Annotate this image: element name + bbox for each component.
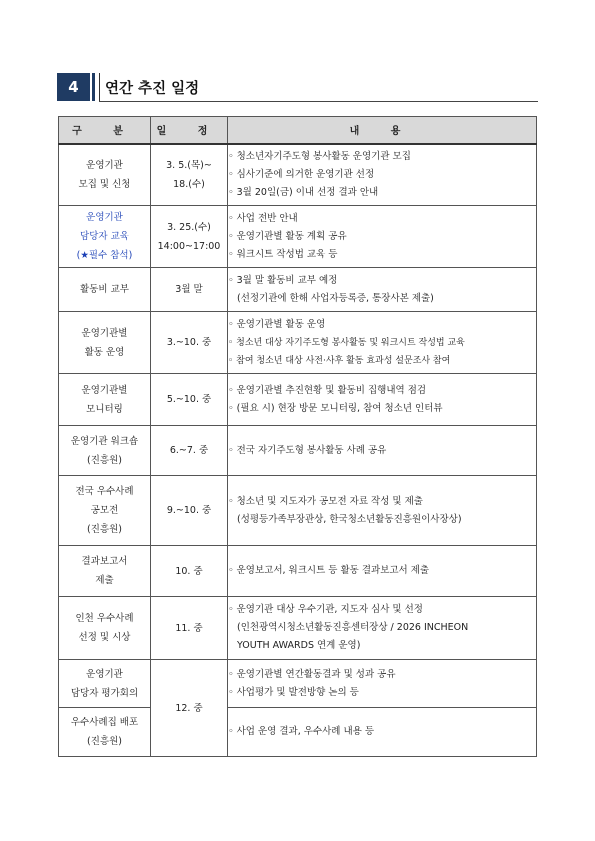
- date-line: 10. 중: [175, 565, 203, 577]
- category-line: 공모전: [90, 505, 119, 516]
- row-category: [59, 374, 151, 426]
- content-line: ◦ 청소년 및 지도자가 공모전 자료 작성 및 제출: [228, 495, 423, 507]
- row-date: [151, 597, 228, 660]
- row-category: [59, 476, 151, 546]
- table-row: [59, 144, 537, 206]
- category-line: 제출: [95, 575, 114, 586]
- category-line: 우수사례집 배포: [70, 717, 139, 728]
- category-line: 모니터링: [86, 403, 123, 415]
- date-line: 5.~10. 중: [166, 394, 212, 405]
- row-date: [151, 268, 228, 312]
- category-line: 결과보고서: [81, 556, 128, 567]
- section-title: 연간 추진 일정: [105, 81, 200, 97]
- table-row: [59, 374, 537, 426]
- table-row: [59, 426, 537, 476]
- row-date: [151, 206, 228, 268]
- date-line: 18.(수): [173, 178, 205, 190]
- row-content: [228, 546, 537, 597]
- content-line: ◦ 운영기관별 추진현황 및 활동비 집행내역 점검: [228, 384, 427, 396]
- row-content: [228, 597, 537, 660]
- content-line: ◦ 사업평가 및 발전방향 논의 등: [228, 686, 359, 698]
- content-line: ◦ 심사기준에 의거한 운영기관 선정: [228, 168, 375, 180]
- row-date: [151, 476, 228, 546]
- content-line: ◦ 운영기관별 활동 계획 공유: [228, 230, 347, 242]
- content-line: ◦ 운영기관별 활동 운영: [228, 318, 326, 330]
- table-row: [59, 312, 537, 374]
- category-line: (진흥원): [87, 454, 122, 466]
- date-line: 3. 25.(수): [167, 221, 211, 233]
- header-content: 내 용: [228, 117, 537, 144]
- content-line: ◦ 워크시트 작성법 교육 등: [228, 248, 338, 260]
- required-attendance-note: (★필수 참석): [76, 250, 133, 261]
- row-date: [151, 312, 228, 374]
- row-date: [151, 144, 228, 206]
- row-category: [59, 144, 151, 206]
- content-line: (성평등가족부장관상, 한국청소년활동진흥원이사장상): [237, 513, 462, 525]
- category-line: 운영기관: [86, 212, 123, 223]
- category-line: 활동 운영: [84, 346, 125, 358]
- schedule-table: [58, 116, 537, 757]
- category-line: 운영기관 워크숍: [70, 435, 139, 447]
- category-line: 운영기관: [86, 159, 123, 171]
- category-line: 모집 및 신청: [78, 178, 131, 190]
- table-row: [59, 476, 537, 546]
- content-line: ◦ (필요 시) 현장 방문 모니터링, 참여 청소년 인터뷰: [228, 402, 443, 414]
- row-content: [228, 206, 537, 268]
- row-date: [151, 546, 228, 597]
- content-line: ◦ 사업 운영 결과, 우수사례 내용 등: [228, 726, 375, 737]
- row-content: [228, 426, 537, 476]
- row-content: [228, 374, 537, 426]
- category-line: (진흥원): [87, 524, 122, 535]
- content-line: ◦ 운영기관 대상 우수기관, 지도자 심사 및 선정: [228, 604, 423, 615]
- header-underline: [99, 101, 538, 102]
- category-line: 담당자 평가회의: [70, 687, 139, 699]
- category-line: 활동비 교부: [80, 284, 129, 295]
- header-divider: [99, 73, 100, 101]
- content-line: (선정기관에 한해 사업자등록증, 통장사본 제출): [237, 292, 434, 304]
- section-number-badge: [57, 73, 90, 101]
- content-line: YOUTH AWARDS 연계 운영): [237, 640, 361, 651]
- section-header: [57, 72, 538, 102]
- row-content: [228, 268, 537, 312]
- header-category: 구 분: [59, 117, 151, 144]
- category-line: 선정 및 시상: [78, 632, 131, 643]
- content-line: ◦ 운영보고서, 워크시트 등 활동 결과보고서 제출: [228, 565, 430, 576]
- table-row: [59, 268, 537, 312]
- date-line: 6.~7. 중: [169, 445, 209, 456]
- row-content: [228, 144, 537, 206]
- row-date: [151, 426, 228, 476]
- table-header-row: [59, 117, 537, 144]
- category-line: 운영기관: [86, 668, 123, 680]
- content-line: ◦ 사업 전반 안내: [228, 212, 298, 224]
- content-line: (인천광역시청소년활동진흥센터장상 / 2026 INCHEON: [237, 622, 469, 633]
- content-line: ◦ 청소년 대상 자기주도형 봉사활동 및 워크시트 작성법 교육: [228, 337, 465, 348]
- category-line: 운영기관별: [81, 327, 128, 339]
- row-content: [228, 708, 537, 757]
- row-category: [59, 312, 151, 374]
- date-line: 12. 중: [175, 702, 203, 714]
- row-category: [59, 426, 151, 476]
- row-content: [228, 476, 537, 546]
- date-line: 11. 중: [175, 622, 203, 634]
- row-date: [151, 374, 228, 426]
- row-content: [228, 312, 537, 374]
- section-number: 4: [68, 78, 79, 96]
- date-line: 3월 말: [175, 284, 203, 295]
- category-line: 인천 우수사례: [75, 613, 134, 624]
- category-line: 전국 우수사례: [75, 486, 134, 497]
- date-line: 14:00~17:00: [157, 240, 221, 252]
- row-category: [59, 268, 151, 312]
- content-line: ◦ 청소년자기주도형 봉사활동 운영기관 모집: [228, 150, 411, 162]
- category-line: 담당자 교육: [80, 231, 129, 242]
- row-date: [151, 660, 228, 757]
- content-line: ◦ 전국 자기주도형 봉사활동 사례 공유: [228, 444, 387, 456]
- row-category: [59, 597, 151, 660]
- row-category: [59, 660, 151, 708]
- content-line: ◦ 참여 청소년 대상 사전·사후 활동 효과성 설문조사 참여: [228, 355, 451, 366]
- content-line: ◦ 3월 말 활동비 교부 예정: [228, 274, 338, 286]
- date-line: 3. 5.(목)~: [166, 159, 212, 171]
- date-line: 3.~10. 중: [166, 337, 212, 348]
- date-line: 9.~10. 중: [166, 505, 212, 516]
- table-row: [59, 206, 537, 268]
- row-category: [59, 206, 151, 268]
- row-category: [59, 546, 151, 597]
- category-line: (진흥원): [87, 736, 122, 747]
- category-line: 운영기관별: [81, 384, 128, 396]
- row-content: [228, 660, 537, 708]
- table-row: [59, 708, 537, 757]
- table-row: [59, 660, 537, 708]
- content-line: ◦ 운영기관별 연간활동결과 및 성과 공유: [228, 668, 396, 680]
- header-date: 일 정: [151, 117, 228, 144]
- table-row: [59, 546, 537, 597]
- content-line: ◦ 3월 20일(금) 이내 선정 결과 안내: [228, 186, 379, 198]
- row-category: [59, 708, 151, 757]
- table-row: [59, 597, 537, 660]
